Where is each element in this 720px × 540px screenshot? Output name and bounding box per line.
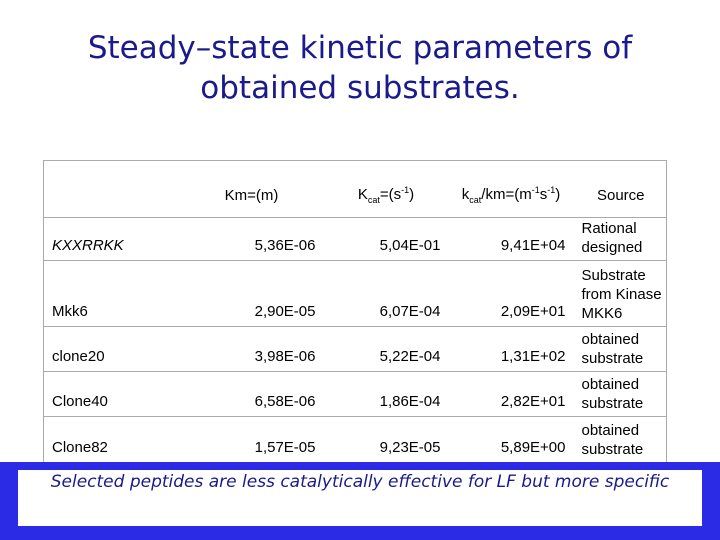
header-eff-s: s bbox=[539, 186, 548, 203]
kinetics-table bbox=[43, 160, 667, 462]
row-source-line: designed bbox=[581, 239, 643, 256]
row-km: 1,57E-05 bbox=[178, 417, 322, 462]
header-kcat-sup: -1 bbox=[401, 185, 410, 195]
header-kcat bbox=[322, 161, 447, 218]
header-kcat-close: ) bbox=[409, 186, 415, 203]
row-source-line: substrate bbox=[581, 440, 644, 458]
row-source bbox=[572, 261, 667, 327]
row-source-line: substrate bbox=[581, 350, 644, 367]
row-kcat: 5,22E-04 bbox=[322, 327, 447, 372]
header-eff-main: k bbox=[461, 186, 470, 203]
row-efficiency: 5,89E+00 bbox=[447, 417, 572, 462]
table-row bbox=[44, 417, 667, 462]
header-name bbox=[44, 161, 178, 218]
row-name: Mkk6 bbox=[44, 261, 178, 327]
row-source-line: Rational bbox=[581, 220, 637, 237]
slide-title bbox=[0, 28, 720, 108]
table-row bbox=[44, 218, 667, 261]
row-name: Clone82 bbox=[44, 417, 178, 462]
row-kcat: 6,07E-04 bbox=[322, 261, 447, 327]
header-kcat-eq: =(s bbox=[379, 186, 402, 203]
row-km: 6,58E-06 bbox=[178, 372, 322, 417]
row-km: 2,90E-05 bbox=[178, 261, 322, 327]
header-km bbox=[178, 161, 322, 218]
header-eff-mid: /km=(m bbox=[481, 186, 532, 203]
row-efficiency: 2,82E+01 bbox=[447, 372, 572, 417]
row-name: Clone40 bbox=[44, 372, 178, 417]
row-efficiency: 1,31E+02 bbox=[447, 327, 572, 372]
row-kcat: 1,86E-04 bbox=[322, 372, 447, 417]
slide-title-line-2: obtained substrates. bbox=[200, 70, 520, 106]
table-row bbox=[44, 327, 667, 372]
row-km: 5,36E-06 bbox=[178, 218, 322, 261]
slide-title-line-1: Steady–state kinetic parameters of bbox=[87, 30, 633, 66]
header-eff-sup2: -1 bbox=[547, 185, 556, 195]
header-source bbox=[572, 161, 667, 218]
header-source-label: Source bbox=[596, 186, 645, 204]
table-row bbox=[44, 372, 667, 417]
header-kcat-sub: cat bbox=[367, 195, 380, 205]
row-source-line: MKK6 bbox=[581, 305, 623, 322]
header-eff-close: ) bbox=[555, 186, 561, 203]
row-source-line: obtained bbox=[581, 376, 640, 393]
row-name: KXXRRKK bbox=[44, 218, 178, 261]
row-source-line: from Kinase bbox=[581, 286, 662, 303]
row-source bbox=[572, 218, 667, 261]
row-source-line: substrate bbox=[581, 395, 644, 412]
table-header-row bbox=[44, 161, 667, 218]
row-name: clone20 bbox=[44, 327, 178, 372]
header-km-label: Km=(m) bbox=[224, 186, 279, 204]
row-kcat: 9,23E-05 bbox=[322, 417, 447, 462]
header-eff-sup1: -1 bbox=[531, 185, 540, 195]
row-km: 3,98E-06 bbox=[178, 327, 322, 372]
row-source bbox=[572, 372, 667, 417]
row-source-line: obtained bbox=[581, 331, 640, 348]
conclusion-text: Selected peptides are less catalytically effective for LF but more specific bbox=[18, 470, 702, 526]
table-row bbox=[44, 261, 667, 327]
row-kcat: 5,04E-01 bbox=[322, 218, 447, 261]
row-source bbox=[572, 327, 667, 372]
header-efficiency bbox=[447, 161, 572, 218]
row-source-line: obtained bbox=[581, 421, 640, 439]
row-efficiency: 2,09E+01 bbox=[447, 261, 572, 327]
header-kcat-main: K bbox=[357, 186, 368, 203]
row-efficiency: 9,41E+04 bbox=[447, 218, 572, 261]
header-eff-sub: cat bbox=[469, 195, 482, 205]
row-source-line: Substrate bbox=[581, 267, 646, 284]
row-source bbox=[572, 417, 667, 462]
